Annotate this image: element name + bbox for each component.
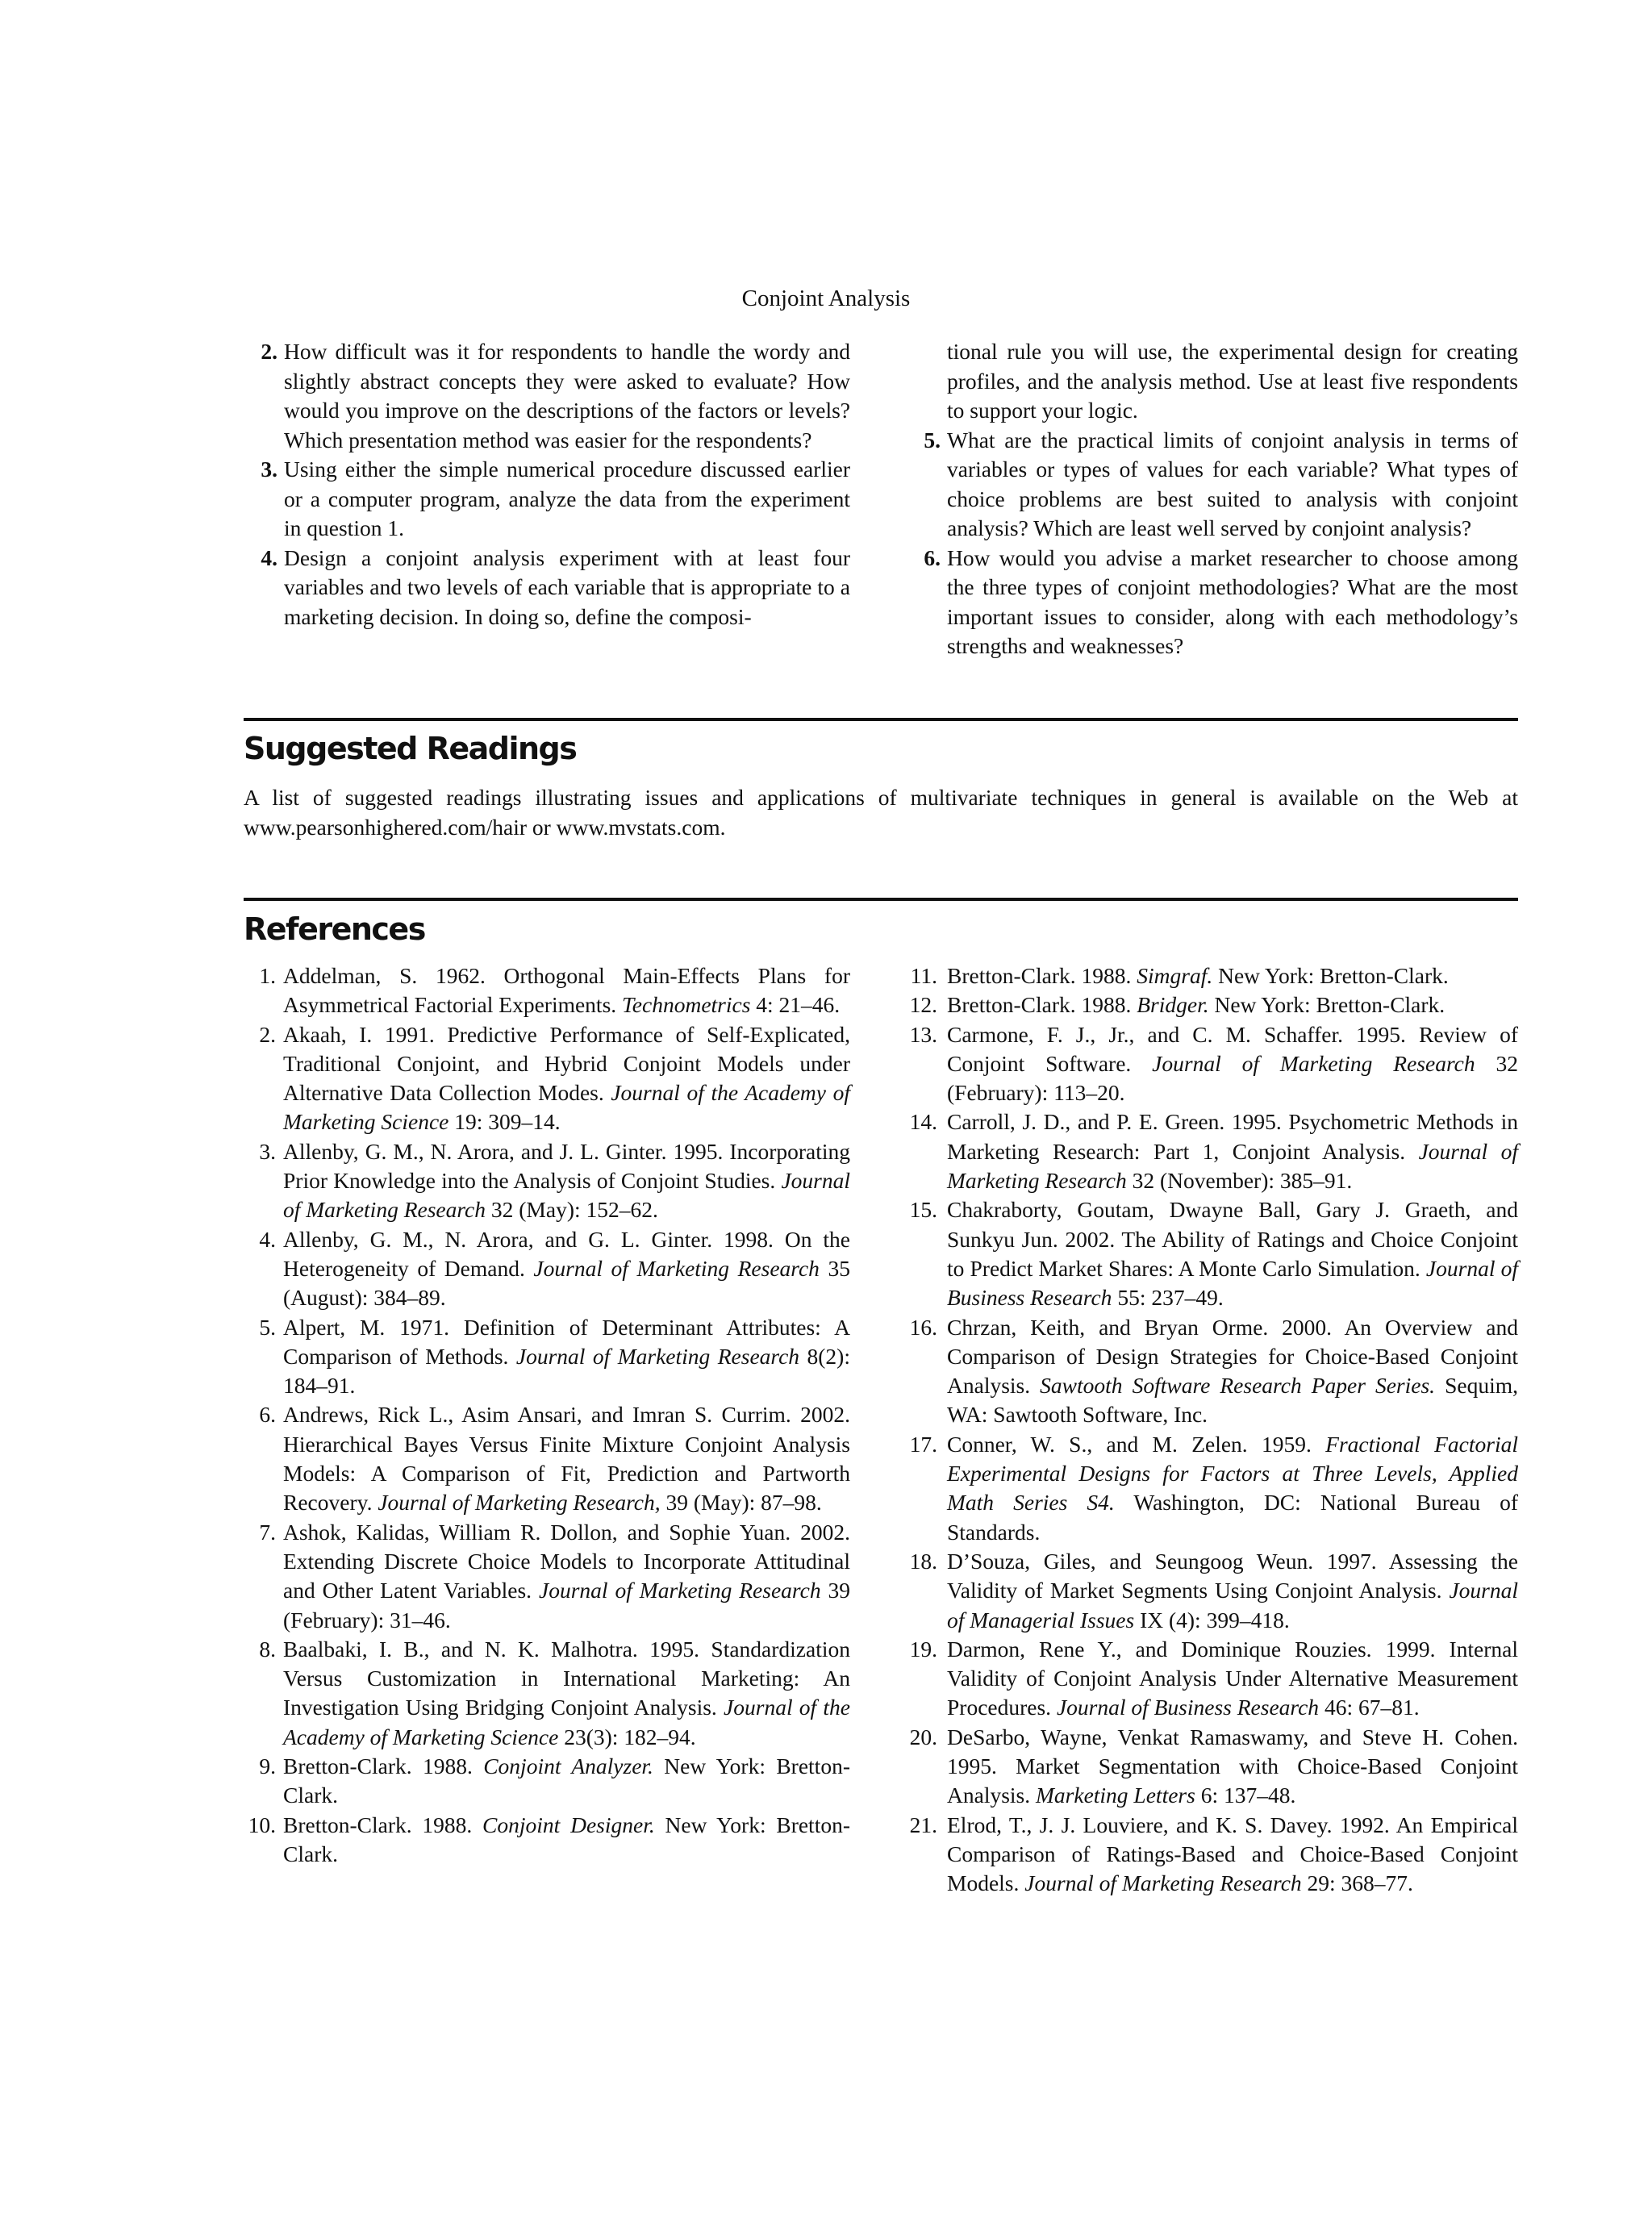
reference-number: 2. bbox=[259, 1021, 276, 1047]
reference-text: D’Souza, Giles, and Seungoog Weun. 1997. Assessing the Validity of Market Segments Using Conjoint Analysis. bbox=[947, 1548, 1518, 1603]
reference-item bbox=[244, 1518, 850, 1635]
reference-item bbox=[907, 1313, 1518, 1430]
reference-source-title: Journal of Marketing Research bbox=[947, 1138, 1518, 1194]
reference-citation-details: 23(3): 182–94. bbox=[558, 1724, 696, 1749]
reference-text: Addelman, S. 1962. Orthogonal Main-Effects Plans for Asymmetrical Factorial Experiments. bbox=[283, 963, 850, 1018]
reference-citation-details: 8(2): 184–91. bbox=[283, 1343, 850, 1399]
reference-source-title: Journal of Marketing Research bbox=[1152, 1050, 1475, 1076]
reference-source-title: Journal of Marketing Research bbox=[1024, 1870, 1302, 1896]
reference-source-title: Technometrics bbox=[622, 992, 751, 1018]
reference-citation-details: 32 (February): 113–20. bbox=[947, 1050, 1518, 1106]
reference-source-title: Journal of Marketing Research bbox=[283, 1168, 850, 1223]
reference-citation-details: 19: 309–14. bbox=[448, 1109, 561, 1135]
reference-source-title: Simgraf. bbox=[1137, 963, 1213, 988]
question-text: How would you advise a market researcher to choose among the three types of conjoint methodologies? What are the most important issues to consider, along with each methodology’s strengths and weaknesses? bbox=[947, 544, 1518, 658]
reference-number: 12. bbox=[909, 992, 937, 1018]
reference-source-title: Journal of Managerial Issues bbox=[947, 1578, 1518, 1632]
reference-text: Bretton-Clark. 1988. bbox=[947, 963, 1137, 988]
question-text: How difficult was it for respondents to handle the wordy and slightly abstract concepts they were asked to evaluate? How would you improve on the descriptions of the factors or levels? Which presentation method was easier for the respondents? bbox=[284, 339, 850, 452]
reference-citation-details: 55: 237–49. bbox=[1112, 1285, 1224, 1311]
question-number: 2. bbox=[261, 339, 277, 364]
reference-number: 20. bbox=[909, 1724, 937, 1749]
reference-source-title: Fractional Factorial Experimental Designs for Factors at Three Levels, Applied Math Series S4. bbox=[947, 1431, 1518, 1516]
reference-citation-details: New York: Bretton-Clark. bbox=[283, 1812, 851, 1866]
reference-item bbox=[907, 1635, 1518, 1723]
reference-number: 8. bbox=[259, 1636, 276, 1662]
reference-number: 3. bbox=[259, 1138, 276, 1164]
reference-item bbox=[907, 1020, 1518, 1108]
reference-source-title: Marketing Letters bbox=[1036, 1783, 1195, 1808]
questions-left-column bbox=[244, 337, 850, 632]
question-item bbox=[244, 337, 850, 455]
reference-text: Darmon, Rene Y., and Dominique Rouzies. 1999. Internal Validity of Conjoint Analysis Under Alternative Measurement Procedures. bbox=[947, 1636, 1518, 1720]
reference-source-title: Journal of Marketing Research bbox=[538, 1578, 821, 1603]
reference-number: 14. bbox=[909, 1109, 937, 1135]
reference-text: Conner, W. S., and M. Zelen. 1959. bbox=[947, 1431, 1326, 1457]
reference-text: Andrews, Rick L., Asim Ansari, and Imran S. Currim. 2002. Hierarchical Bayes Versus Finite Mixture Conjoint Analysis Models: A Comparison of Fit, Prediction and Partworth Recovery. bbox=[283, 1402, 850, 1516]
reference-citation-details: New York: Bretton-Clark. bbox=[283, 1753, 850, 1808]
reference-text: Akaah, I. 1991. Predictive Performance of Self-Explicated, Traditional Conjoint, and Hybrid Conjoint Models under Alternative Data Collection Modes. bbox=[283, 1021, 850, 1106]
reference-text: Bretton-Clark. 1988. bbox=[947, 992, 1137, 1018]
reference-number: 7. bbox=[259, 1519, 276, 1545]
question-text: What are the practical limits of conjoint analysis in terms of variables or types of values for each variable? What types of choice problems are best suited to analysis with conjoint analysis? Which are least well served by conjoint analysis? bbox=[947, 427, 1518, 540]
reference-source-title: Journal of Business Research bbox=[947, 1255, 1518, 1311]
reference-citation-details: 6: 137–48. bbox=[1195, 1783, 1296, 1808]
reference-source-title: Conjoint Analyzer. bbox=[483, 1753, 653, 1779]
reference-citation-details: 35 (August): 384–89. bbox=[283, 1255, 850, 1311]
reference-text: Carmone, F. J., Jr., and C. M. Schaffer. 1995. Review of Conjoint Software. bbox=[947, 1021, 1518, 1076]
reference-item bbox=[907, 1811, 1518, 1899]
reference-number: 5. bbox=[259, 1314, 276, 1340]
reference-source-title: Journal of Marketing Research bbox=[515, 1343, 800, 1369]
reference-number: 15. bbox=[909, 1197, 937, 1223]
reference-item bbox=[907, 1547, 1518, 1635]
reference-item bbox=[244, 1400, 850, 1517]
reference-number: 13. bbox=[909, 1021, 937, 1047]
question-item bbox=[907, 426, 1518, 544]
reference-text: Elrod, T., J. J. Louviere, and K. S. Davey. 1992. An Empirical Comparison of Ratings-Based and Choice-Based Conjoint Models. bbox=[947, 1812, 1518, 1896]
reference-text: Chrzan, Keith, and Bryan Orme. 2000. An Overview and Comparison of Design Strategies for Choice-Based Conjoint Analysis. bbox=[947, 1314, 1518, 1399]
references-left-column bbox=[244, 961, 850, 1869]
question-continuation bbox=[907, 337, 1518, 426]
reference-text: Allenby, G. M., N. Arora, and G. L. Ginter. 1998. On the Heterogeneity of Demand. bbox=[283, 1226, 850, 1281]
question-item bbox=[244, 455, 850, 544]
question-text: Using either the simple numerical procedure discussed earlier or a computer program, analyze the data from the experiment in question 1. bbox=[284, 457, 850, 540]
reference-text: DeSarbo, Wayne, Venkat Ramaswamy, and Steve H. Cohen. 1995. Market Segmentation with Choice-Based Conjoint Analysis. bbox=[947, 1724, 1518, 1808]
reference-citation-details: 32 (May): 152–62. bbox=[486, 1197, 658, 1223]
reference-item bbox=[244, 1137, 850, 1225]
reference-source-title: Journal of Business Research bbox=[1056, 1695, 1320, 1720]
reference-text: Allenby, G. M., N. Arora, and J. L. Ginter. 1995. Incorporating Prior Knowledge into the Analysis of Conjoint Studies. bbox=[283, 1138, 850, 1194]
questions-right-column bbox=[907, 337, 1518, 661]
reference-citation-details: 29: 368–77. bbox=[1301, 1870, 1413, 1896]
suggested-readings-heading: Suggested Readings bbox=[244, 731, 577, 766]
reference-item bbox=[244, 1313, 850, 1401]
reference-number: 16. bbox=[909, 1314, 937, 1340]
reference-citation-details: Sequim, WA: Sawtooth Software, Inc. bbox=[947, 1373, 1519, 1428]
reference-citation-details: 46: 67–81. bbox=[1319, 1695, 1420, 1720]
reference-citation-details: 39 (February): 31–46. bbox=[283, 1578, 851, 1632]
question-item bbox=[907, 544, 1518, 661]
reference-citation-details: 4: 21–46. bbox=[750, 992, 841, 1018]
reference-source-title: Journal of the Academy of Marketing Science bbox=[283, 1695, 850, 1749]
reference-source-title: Sawtooth Software Research Paper Series. bbox=[1040, 1373, 1436, 1399]
reference-number: 1. bbox=[259, 963, 276, 988]
reference-item bbox=[244, 1635, 850, 1752]
reference-text: Ashok, Kalidas, William R. Dollon, and Sophie Yuan. 2002. Extending Discrete Choice Models to Incorporate Attitudinal and Other Latent Variables. bbox=[283, 1519, 850, 1603]
reference-item bbox=[244, 961, 850, 1020]
question-number: 3. bbox=[261, 457, 277, 482]
reference-citation-details: 32 (November): 385–91. bbox=[1126, 1168, 1353, 1194]
reference-number: 17. bbox=[909, 1431, 937, 1457]
references-right-column bbox=[907, 961, 1518, 1899]
question-number: 4. bbox=[261, 544, 277, 570]
running-head: Conjoint Analysis bbox=[741, 286, 911, 311]
question-number: 5. bbox=[924, 427, 941, 452]
reference-number: 9. bbox=[259, 1753, 276, 1779]
reference-text: Carroll, J. D., and P. E. Green. 1995. Psychometric Methods in Marketing Research: Part 1, Conjoint Analysis. bbox=[947, 1109, 1518, 1164]
reference-item bbox=[907, 1107, 1518, 1195]
reference-text: Bretton-Clark. 1988. bbox=[283, 1753, 484, 1779]
reference-item bbox=[907, 961, 1518, 990]
question-number: 6. bbox=[924, 544, 941, 570]
reference-item bbox=[244, 1225, 850, 1313]
suggested-readings-text: A list of suggested readings illustrating issues and applications of multivariate techniques in general is available on the Web at www.pearsonhighered.com/hair or www.mvstats.com. bbox=[244, 785, 1518, 840]
reference-citation-details: IX (4): 399–418. bbox=[1134, 1607, 1290, 1632]
section-divider bbox=[244, 898, 1518, 901]
reference-item bbox=[907, 1723, 1518, 1811]
reference-text: Bretton-Clark. 1988. bbox=[283, 1812, 483, 1837]
reference-citation-details: 39 (May): 87–98. bbox=[660, 1490, 822, 1516]
reference-item bbox=[244, 1020, 850, 1137]
reference-number: 18. bbox=[909, 1548, 937, 1574]
reference-number: 19. bbox=[909, 1636, 937, 1662]
reference-citation-details: New York: Bretton-Clark. bbox=[1212, 963, 1449, 988]
references-heading: References bbox=[244, 911, 425, 947]
reference-text: Chakraborty, Goutam, Dwayne Ball, Gary J. Graeth, and Sunkyu Jun. 2002. The Ability of Ratings and Choice Conjoint to Predict Market Shares: A Monte Carlo Simulation. bbox=[947, 1197, 1518, 1281]
reference-number: 6. bbox=[259, 1402, 276, 1428]
reference-source-title: Journal of the Academy of Marketing Science bbox=[283, 1080, 850, 1135]
reference-item bbox=[244, 1811, 850, 1870]
section-divider bbox=[244, 718, 1518, 721]
reference-source-title: Bridger. bbox=[1137, 992, 1209, 1018]
reference-item bbox=[907, 990, 1518, 1020]
reference-source-title: Conjoint Designer. bbox=[482, 1812, 655, 1837]
reference-number: 11. bbox=[910, 963, 937, 988]
reference-number: 4. bbox=[259, 1226, 276, 1252]
reference-citation-details: New York: Bretton-Clark. bbox=[1208, 992, 1446, 1018]
reference-citation-details: Washington, DC: National Bureau of Standards. bbox=[947, 1490, 1518, 1545]
reference-source-title: Journal of Marketing Research bbox=[533, 1255, 820, 1281]
reference-text: Baalbaki, I. B., and N. K. Malhotra. 1995. Standardization Versus Customization in International Marketing: An Investigation Using Bridging Conjoint Analysis. bbox=[283, 1636, 850, 1720]
reference-source-title: Journal of Marketing Research, bbox=[378, 1490, 661, 1516]
question-item bbox=[244, 544, 850, 632]
question-text: tional rule you will use, the experimental design for creating profiles, and the analysis method. Use at least five respondents to support your logic. bbox=[947, 339, 1518, 423]
reference-number: 21. bbox=[909, 1812, 937, 1837]
question-text: Design a conjoint analysis experiment with at least four variables and two levels of each variable that is appropriate to a marketing decision. In doing so, define the composi- bbox=[284, 544, 850, 629]
reference-item bbox=[907, 1430, 1518, 1547]
reference-item bbox=[244, 1752, 850, 1811]
reference-text: Alpert, M. 1971. Definition of Determinant Attributes: A Comparison of Methods. bbox=[283, 1314, 850, 1369]
reference-number: 10. bbox=[248, 1812, 276, 1837]
reference-item bbox=[907, 1195, 1518, 1312]
